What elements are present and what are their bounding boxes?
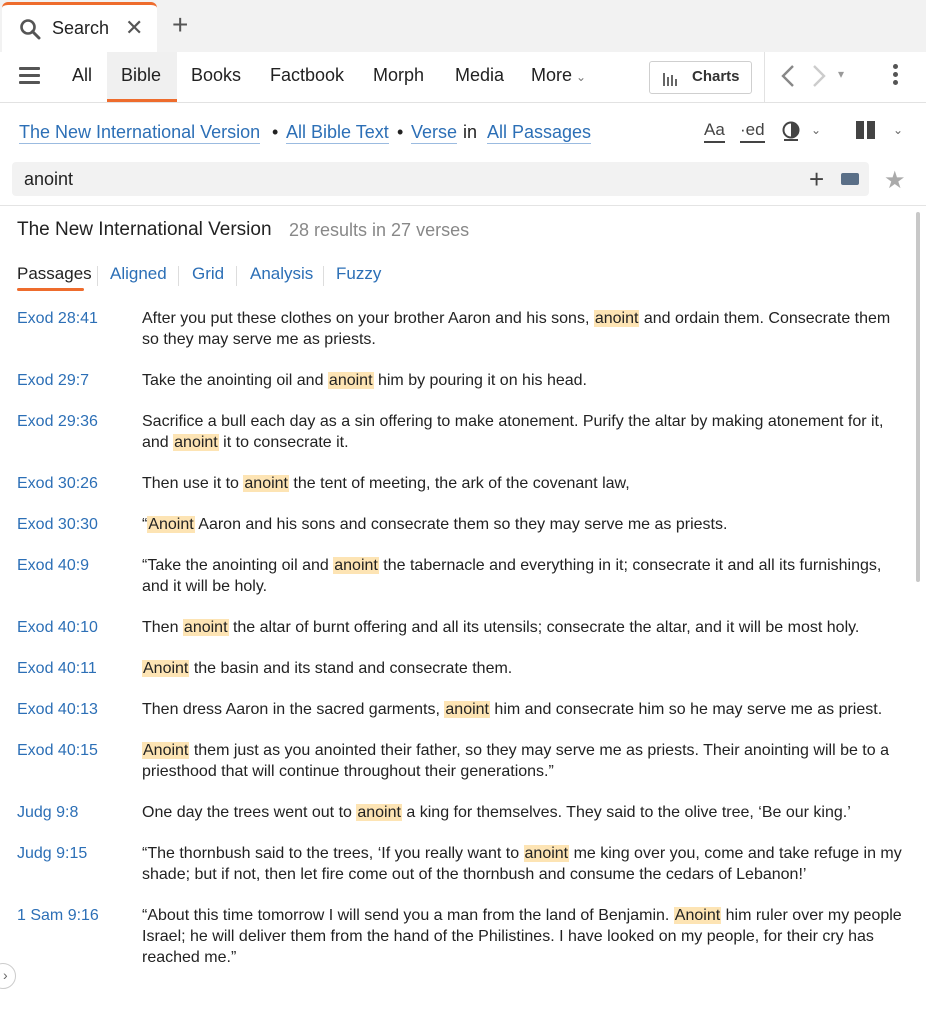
verse-text-segment: him and consecrate him so he may serve me as priest. (489, 701, 883, 718)
forward-icon[interactable] (810, 62, 828, 90)
scope-bullet: • (397, 122, 404, 142)
search-hit[interactable]: Anoint (143, 742, 189, 759)
history-dropdown-icon[interactable]: ▾ (838, 67, 845, 81)
hamburger-icon[interactable] (19, 67, 40, 85)
active-tab-underline (17, 288, 84, 291)
verse-text-segment: One day the trees went out to (142, 804, 357, 821)
verse-text (142, 740, 902, 782)
search-hit[interactable]: anoint (357, 804, 401, 821)
unit-link[interactable]: Verse (411, 122, 458, 142)
verse-text-segment: Then dress Aaron in the sacred garments, (142, 701, 445, 718)
search-hit[interactable]: Anoint (143, 660, 189, 677)
verse-text-segment: and ordain them. Consecrate them so they may serve me as priests. (142, 310, 891, 348)
verse-text (142, 555, 902, 597)
results-list (0, 308, 912, 988)
result-row (0, 843, 912, 905)
verse-reference-link[interactable]: Judg 9:8 (17, 804, 79, 821)
search-hit[interactable]: anoint (183, 619, 228, 636)
tab-morph[interactable]: Morph (373, 65, 425, 85)
tab-factbook[interactable]: Factbook (270, 65, 345, 85)
tab-more[interactable] (531, 65, 586, 86)
verse-text-segment: Then use it to (142, 475, 244, 492)
tab-media[interactable]: Media (455, 65, 505, 85)
verse-text (142, 617, 902, 638)
search-hit[interactable]: Anoint (148, 516, 194, 533)
result-row (0, 699, 912, 740)
version-link[interactable]: The New International Version (19, 122, 261, 142)
result-row (0, 308, 912, 370)
verse-text-segment: him ruler over my people Israel; he will deliver them from the hand of the Philistines. I have looked on my people, for their cry has reached me.” (142, 907, 902, 966)
verse-reference-link[interactable]: Exod 30:26 (17, 475, 98, 492)
charts-label: Charts (692, 68, 740, 85)
verse-text (142, 905, 902, 968)
scope-in-label: in (463, 122, 478, 142)
range-link[interactable]: All Passages (487, 122, 592, 142)
verse-text (142, 843, 902, 885)
divider (178, 266, 179, 286)
tab-all[interactable]: All (72, 65, 93, 85)
verse-text (142, 308, 902, 350)
verse-text-segment: After you put these clothes on your brother Aaron and his sons, (142, 310, 594, 327)
result-row (0, 555, 912, 617)
divider (323, 266, 324, 286)
font-options-icon[interactable]: Aa (704, 119, 725, 143)
verse-reference-link[interactable]: Exod 40:15 (17, 742, 98, 759)
verse-text-segment: Sacrifice a bull each day as a sin offering to make atonement. Purify the altar by making atonement for it, and (142, 413, 884, 451)
result-row (0, 617, 912, 658)
theme-icon[interactable] (781, 121, 801, 141)
verse-reference-link[interactable]: Exod 40:9 (17, 557, 90, 574)
verse-text (142, 514, 902, 535)
charts-button[interactable] (649, 61, 752, 94)
scrollbar[interactable] (916, 212, 920, 582)
verse-text (142, 473, 902, 494)
verse-text-segment: me king over you, come and take refuge in my shade; but if not, then let fire come out of the thornbush and consume the cedars of Lebanon!’ (142, 845, 902, 883)
verse-text-segment: Then (142, 619, 183, 636)
verse-text-segment: “Take the anointing oil and (142, 557, 334, 574)
verse-reference-link[interactable]: Exod 29:36 (17, 413, 98, 430)
verse-text (142, 699, 902, 720)
verse-text-segment: “About this time tomorrow I will send you a man from the land of Benjamin. (142, 907, 674, 924)
tab-aligned[interactable]: Aligned (110, 264, 167, 283)
search-input[interactable] (12, 162, 869, 196)
result-row (0, 905, 912, 988)
tab-analysis[interactable]: Analysis (250, 264, 314, 283)
tab-books[interactable]: Books (191, 65, 242, 85)
verse-reference-link[interactable]: Exod 29:7 (17, 372, 90, 389)
result-row (0, 370, 912, 411)
search-hit[interactable]: anoint (334, 557, 378, 574)
plus-icon[interactable]: + (809, 164, 825, 194)
verse-text-segment: “The thornbush said to the trees, ‘If you really want to (142, 845, 524, 862)
verse-text-segment: the altar of burnt offering and all its utensils; consecrate the altar, and it will be most holy. (228, 619, 860, 636)
chevron-down-icon: ⌄ (576, 70, 587, 84)
search-hit[interactable]: anoint (174, 434, 218, 451)
verse-text-segment: the basin and its stand and consecrate them. (189, 660, 513, 677)
divider (236, 266, 237, 286)
results-title: The New International Version (17, 219, 272, 240)
search-icon (19, 18, 41, 40)
verse-reference-link[interactable]: Exod 28:41 (17, 310, 98, 327)
verse-text (142, 802, 902, 823)
verse-text-segment: him by pouring it on his head. (373, 372, 587, 389)
result-row (0, 802, 912, 843)
divider (0, 205, 926, 206)
columns-icon[interactable] (856, 121, 875, 139)
result-row (0, 514, 912, 555)
scope-bullet: • (272, 122, 279, 142)
results-count: 28 results in 27 verses (289, 220, 470, 240)
keyboard-icon[interactable] (841, 173, 859, 185)
kebab-icon[interactable] (893, 64, 901, 90)
verse-text-segment: Take the anointing oil and (142, 372, 328, 389)
verse-text (142, 411, 902, 453)
verse-text-segment: a king for themselves. They said to the olive tree, ‘Be our king.’ (401, 804, 851, 821)
verse-text-segment: Aaron and his sons and consecrate them so they may serve me as priests. (194, 516, 728, 533)
result-row (0, 411, 912, 473)
search-query[interactable]: anoint (24, 169, 74, 189)
verse-text (142, 370, 902, 391)
result-row (0, 740, 912, 802)
tab-strip (0, 0, 926, 52)
verse-text (142, 658, 902, 679)
search-hit[interactable]: anoint (244, 475, 288, 492)
back-icon[interactable] (779, 62, 797, 90)
chevron-down-icon[interactable]: ⌄ (811, 123, 822, 137)
tab-bible[interactable]: Bible (121, 65, 162, 85)
verse-reference-link[interactable]: Exod 40:13 (17, 701, 98, 718)
new-tab-button[interactable]: + (172, 9, 189, 40)
star-icon[interactable]: ★ (884, 167, 906, 194)
verse-reference-link[interactable]: Judg 9:15 (17, 845, 88, 862)
verse-text-segment: them just as you anointed their father, so they may serve me as priests. Their anointing will be to a priesthood that will continue throughout their generations.” (142, 742, 889, 780)
search-hit[interactable]: anoint (445, 701, 489, 718)
divider (97, 266, 98, 286)
verse-text-segment: the tabernacle and everything in it; consecrate it and all its furnishings, and it will be holy. (142, 557, 882, 595)
verse-text-segment: the tent of meeting, the ark of the covenant law, (288, 475, 630, 492)
tab-title: Search (52, 18, 110, 38)
tab-fuzzy[interactable]: Fuzzy (336, 264, 382, 283)
text-scope-link[interactable]: All Bible Text (286, 122, 389, 142)
verse-text-segment: “ (142, 516, 148, 533)
chevron-down-icon[interactable]: ⌄ (893, 123, 904, 137)
search-hit[interactable]: anoint (594, 310, 639, 327)
search-hit[interactable]: anoint (524, 845, 569, 862)
tab-search[interactable] (2, 2, 157, 52)
verse-reference-link[interactable]: Exod 30:30 (17, 516, 98, 533)
verse-text-segment: it to consecrate it. (218, 434, 349, 451)
tab-grid[interactable]: Grid (192, 264, 225, 283)
match-forms-icon[interactable]: ·ed (740, 119, 765, 143)
chevron-right-icon: › (3, 967, 8, 983)
toolbar (0, 52, 926, 103)
verse-reference-link[interactable]: 1 Sam 9:16 (17, 907, 99, 924)
tab-more-label: More (531, 65, 573, 85)
tab-passages[interactable]: Passages (17, 264, 92, 283)
search-scope-bar (0, 104, 926, 160)
search-hit[interactable]: anoint (328, 372, 373, 389)
search-hit[interactable]: Anoint (674, 907, 721, 924)
bar-chart-icon (663, 71, 679, 86)
result-row (0, 658, 912, 699)
verse-reference-link[interactable]: Exod 40:10 (17, 619, 98, 636)
toolbar-divider (764, 52, 765, 102)
verse-reference-link[interactable]: Exod 40:11 (17, 660, 97, 677)
result-row (0, 473, 912, 514)
close-icon[interactable]: ✕ (125, 15, 144, 40)
